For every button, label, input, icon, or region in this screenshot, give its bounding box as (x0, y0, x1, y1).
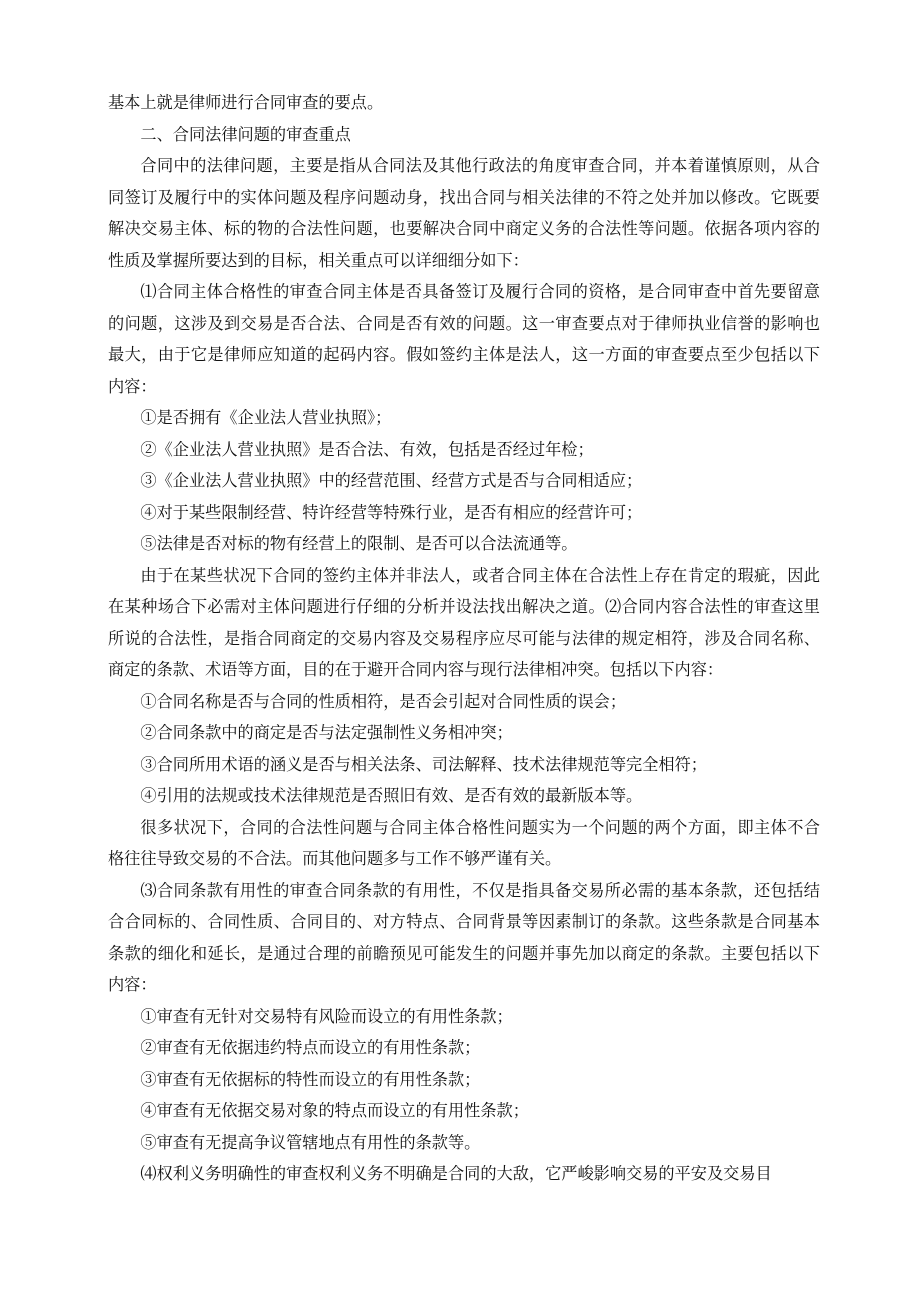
paragraph-rights-obligations: ⑷权利义务明确性的审查权利义务不明确是合同的大敌，它严峻影响交易的平安及交易目 (140, 1164, 772, 1183)
paragraph-content-legality: 由于在某些状况下合同的签约主体并非法人，或者合同主体在合法性上存在肯定的瑕疵，因此在某种场合下必需对主体问题进行仔细的分析并设法找出解决之道。⑵合同内容合法性的审查这里所说的合法性，是指合同商定的交易内容及交易程序应尽可能与法律的规定相符，涉及合同名称、商定的条款、术语等方面，目的在于避开合同内容与现行法律相冲突。包括以下内容： (108, 565, 820, 679)
paragraph-subject-review: ⑴合同主体合格性的审查合同主体是否具备签订及履行合同的资格，是合同审查中首先要留意的问题，这涉及到交易是否合法、合同是否有效的问题。这一审查要点对于律师执业信誉的影响也最大，由于它是律师应知道的起码内容。假如签约主体是法人，这一方面的审查要点至少包括以下内容： (108, 282, 820, 396)
list-item: ④审查有无依据交易对象的特点而设立的有用性条款； (140, 1101, 529, 1120)
list-item: ③《企业法人营业执照》中的经营范围、经营方式是否与合同相适应； (140, 471, 643, 490)
list-item: ②《企业法人营业执照》是否合法、有效，包括是否经过年检； (140, 439, 594, 459)
list-item: ①是否拥有《企业法人营业执照》； (140, 408, 392, 427)
paragraph-clause-usefulness: ⑶合同条款有用性的审查合同条款的有用性，不仅是指具备交易所必需的基本条款，还包括结合合同标的、合同性质、合同目的、对方特点、合同背景等因素制订的条款。这些条款是合同基本条款的细化和延长，是通过合理的前瞻预见可能发生的问题并事先加以商定的条款。主要包括以下内容： (108, 880, 820, 994)
list-item: ④对于某些限制经营、特许经营等特殊行业，是否有相应的经营许可； (140, 502, 643, 522)
paragraph-intro: 合同中的法律问题，主要是指从合同法及其他行政法的角度审查合同，并本着谨慎原则，从合同签订及履行中的实体问题及程序问题动身，找出合同与相关法律的不符之处并加以修改。它既要解决交易主体、标的物的合法性问题，也要解决合同中商定义务的合法性等问题。依据各项内容的性质及掌握所要达到的目标，相关重点可以详细细分如下： (108, 156, 820, 270)
list-item: ④引用的法规或技术法律规范是否照旧有效、是否有效的最新版本等。 (140, 786, 643, 805)
list-item: ①审查有无针对交易特有风险而设立的有用性条款； (140, 1006, 513, 1026)
document-body (108, 87, 820, 1190)
section-heading: 二、合同法律问题的审查重点 (140, 124, 351, 144)
list-item: ⑤审查有无提高争议管辖地点有用性的条款等。 (140, 1132, 481, 1152)
list-item: ①合同名称是否与合同的性质相符，是否会引起对合同性质的误会； (140, 691, 627, 711)
list-item: ③合同所用术语的涵义是否与相关法条、司法解释、技术法律规范等完全相符； (140, 754, 707, 774)
list-item: ②合同条款中的商定是否与法定强制性义务相冲突； (140, 723, 513, 742)
paragraph-note: 很多状况下，合同的合法性问题与合同主体合格性问题实为一个问题的两个方面，即主体不合格往往导致交易的不合法。而其他问题多与工作不够严谨有关。 (108, 817, 820, 868)
list-item: ⑤法律是否对标的物有经营上的限制、是否可以合法流通等。 (140, 534, 578, 553)
list-item: ③审查有无依据标的特性而设立的有用性条款； (140, 1069, 481, 1089)
list-item: ②审查有无依据违约特点而设立的有用性条款； (140, 1038, 481, 1057)
paragraph-1: 基本上就是律师进行合同审查的要点。 (108, 93, 384, 112)
